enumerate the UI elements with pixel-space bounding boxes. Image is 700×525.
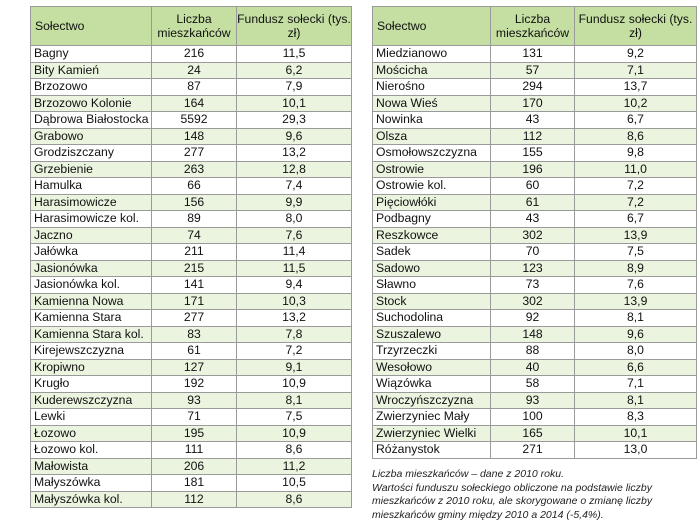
cell-fund: 10,1 (575, 425, 697, 442)
table-row (31, 112, 352, 129)
table-header-row (31, 7, 352, 46)
cell-solectwo: Kropiwno (31, 359, 152, 376)
cell-population: 294 (491, 79, 575, 96)
cell-solectwo: Jałówka (31, 244, 152, 261)
footnote-fund-calculation: Wartości funduszu sołeckiego obliczone na podstawie liczby mieszkańców z 2010 roku, ale skorygowane o zmianę liczby mieszkańców gminy między 2010 a 2014 (-5,4%). (372, 481, 653, 521)
cell-solectwo: Hamulka (31, 178, 152, 195)
cell-solectwo: Olsza (373, 128, 491, 145)
cell-population: 57 (491, 62, 575, 79)
cell-population: 88 (491, 343, 575, 360)
cell-fund: 13,7 (575, 79, 697, 96)
cell-fund: 8,0 (575, 343, 697, 360)
table-row (31, 46, 352, 63)
table-row (373, 145, 697, 162)
table-row (31, 244, 352, 261)
cell-solectwo: Zwierzyniec Wielki (373, 425, 491, 442)
cell-solectwo: Kamienna Stara kol. (31, 326, 152, 343)
cell-solectwo: Małowista (31, 458, 152, 475)
cell-fund: 7,2 (237, 343, 352, 360)
cell-solectwo: Harasimowicze (31, 194, 152, 211)
cell-fund: 10,9 (237, 376, 352, 393)
cell-population: 141 (152, 277, 237, 294)
table-row (373, 46, 697, 63)
cell-fund: 10,1 (237, 95, 352, 112)
cell-solectwo: Brzozowo (31, 79, 152, 96)
cell-solectwo: Kuderewszczyzna (31, 392, 152, 409)
table-row (31, 95, 352, 112)
table-row (373, 442, 697, 459)
cell-fund: 7,1 (575, 62, 697, 79)
cell-population: 112 (491, 128, 575, 145)
table-row (31, 458, 352, 475)
cell-fund: 7,5 (575, 244, 697, 261)
cell-solectwo: Nierośno (373, 79, 491, 96)
cell-population: 100 (491, 409, 575, 426)
cell-population: 40 (491, 359, 575, 376)
cell-population: 164 (152, 95, 237, 112)
cell-population: 195 (152, 425, 237, 442)
cell-population: 171 (152, 293, 237, 310)
cell-solectwo: Stock (373, 293, 491, 310)
cell-population: 89 (152, 211, 237, 228)
column-header-solectwo: Sołectwo (373, 7, 491, 46)
cell-population: 170 (491, 95, 575, 112)
cell-fund: 8,6 (237, 491, 352, 508)
cell-fund: 7,5 (237, 409, 352, 426)
table-row (373, 293, 697, 310)
cell-population: 127 (152, 359, 237, 376)
cell-fund: 7,8 (237, 326, 352, 343)
cell-fund: 11,4 (237, 244, 352, 261)
cell-population: 156 (152, 194, 237, 211)
table-row (373, 244, 697, 261)
cell-population: 192 (152, 376, 237, 393)
cell-population: 302 (491, 227, 575, 244)
cell-solectwo: Łozowo kol. (31, 442, 152, 459)
cell-population: 123 (491, 260, 575, 277)
cell-population: 111 (152, 442, 237, 459)
cell-solectwo: Mościcha (373, 62, 491, 79)
cell-fund: 10,2 (575, 95, 697, 112)
cell-solectwo: Nowinka (373, 112, 491, 129)
cell-population: 277 (152, 310, 237, 327)
table-row (373, 277, 697, 294)
cell-fund: 11,0 (575, 161, 697, 178)
cell-population: 74 (152, 227, 237, 244)
table-row (373, 178, 697, 195)
cell-solectwo: Kirejewszczyzna (31, 343, 152, 360)
cell-solectwo: Grabowo (31, 128, 152, 145)
table-row (31, 260, 352, 277)
cell-population: 215 (152, 260, 237, 277)
cell-fund: 8,1 (575, 310, 697, 327)
table-row (373, 310, 697, 327)
cell-population: 43 (491, 112, 575, 129)
cell-population: 196 (491, 161, 575, 178)
cell-population: 70 (491, 244, 575, 261)
table-row (31, 376, 352, 393)
cell-population: 206 (152, 458, 237, 475)
cell-population: 302 (491, 293, 575, 310)
table-row (373, 95, 697, 112)
cell-solectwo: Ostrowie (373, 161, 491, 178)
table-row (31, 161, 352, 178)
table-row (373, 161, 697, 178)
cell-population: 148 (491, 326, 575, 343)
cell-fund: 7,1 (575, 376, 697, 393)
cell-solectwo: Małyszówka (31, 475, 152, 492)
cell-population: 148 (152, 128, 237, 145)
cell-solectwo: Kamienna Stara (31, 310, 152, 327)
table-row (373, 194, 697, 211)
table-row (373, 359, 697, 376)
cell-population: 24 (152, 62, 237, 79)
cell-solectwo: Wroczyńszczyzna (373, 392, 491, 409)
cell-fund: 13,9 (575, 227, 697, 244)
cell-population: 66 (152, 178, 237, 195)
table-row (373, 211, 697, 228)
cell-fund: 6,7 (575, 211, 697, 228)
cell-solectwo: Osmołowszczyzna (373, 145, 491, 162)
cell-fund: 7,6 (575, 277, 697, 294)
cell-fund: 8,0 (237, 211, 352, 228)
cell-fund: 7,9 (237, 79, 352, 96)
table-row (31, 194, 352, 211)
cell-population: 60 (491, 178, 575, 195)
cell-population: 71 (152, 409, 237, 426)
cell-fund: 29,3 (237, 112, 352, 129)
table-row (31, 310, 352, 327)
cell-fund: 8,1 (237, 392, 352, 409)
cell-population: 271 (491, 442, 575, 459)
cell-fund: 13,0 (575, 442, 697, 459)
cell-fund: 11,5 (237, 260, 352, 277)
cell-solectwo: Krugło (31, 376, 152, 393)
cell-fund: 13,9 (575, 293, 697, 310)
cell-fund: 9,6 (575, 326, 697, 343)
cell-population: 112 (152, 491, 237, 508)
cell-fund: 7,2 (575, 194, 697, 211)
cell-solectwo: Sadek (373, 244, 491, 261)
cell-population: 263 (152, 161, 237, 178)
cell-population: 73 (491, 277, 575, 294)
table-row (31, 145, 352, 162)
cell-solectwo: Grzebienie (31, 161, 152, 178)
cell-solectwo: Jaczno (31, 227, 152, 244)
cell-solectwo: Kamienna Nowa (31, 293, 152, 310)
cell-solectwo: Ostrowie kol. (373, 178, 491, 195)
cell-population: 155 (491, 145, 575, 162)
table-body-right (373, 46, 697, 459)
column-header-solectwo: Sołectwo (31, 7, 152, 46)
table-row (31, 178, 352, 195)
cell-fund: 11,5 (237, 46, 352, 63)
table-row (373, 343, 697, 360)
column-header-fund: Fundusz sołecki (tys. zł) (237, 7, 352, 46)
cell-solectwo: Wesołowo (373, 359, 491, 376)
solectwa-table-left (30, 6, 352, 508)
table-row (31, 491, 352, 508)
cell-population: 58 (491, 376, 575, 393)
cell-fund: 7,6 (237, 227, 352, 244)
table-row (373, 260, 697, 277)
cell-population: 83 (152, 326, 237, 343)
table-row (31, 425, 352, 442)
cell-fund: 7,2 (575, 178, 697, 195)
cell-solectwo: Jasionówka (31, 260, 152, 277)
cell-population: 61 (152, 343, 237, 360)
table-row (31, 475, 352, 492)
table-row (31, 227, 352, 244)
table-row (373, 62, 697, 79)
table-row (373, 128, 697, 145)
table-row (31, 343, 352, 360)
table-row (373, 79, 697, 96)
table-row (31, 293, 352, 310)
table-row (31, 79, 352, 96)
cell-population: 61 (491, 194, 575, 211)
cell-solectwo: Trzyrzeczki (373, 343, 491, 360)
cell-fund: 9,1 (237, 359, 352, 376)
footnote-population-source: Liczba mieszkańców – dane z 2010 roku. (372, 468, 565, 480)
cell-solectwo: Sadowo (373, 260, 491, 277)
cell-population: 5592 (152, 112, 237, 129)
cell-solectwo: Jasionówka kol. (31, 277, 152, 294)
table-row (373, 425, 697, 442)
cell-fund: 13,2 (237, 145, 352, 162)
table-row (31, 211, 352, 228)
cell-fund: 11,2 (237, 458, 352, 475)
cell-population: 277 (152, 145, 237, 162)
cell-solectwo: Łozowo (31, 425, 152, 442)
cell-solectwo: Różanystok (373, 442, 491, 459)
column-header-population: Liczba mieszkańców (491, 7, 575, 46)
cell-fund: 8,6 (237, 442, 352, 459)
cell-solectwo: Zwierzyniec Mały (373, 409, 491, 426)
cell-fund: 9,6 (237, 128, 352, 145)
cell-fund: 8,9 (575, 260, 697, 277)
cell-population: 211 (152, 244, 237, 261)
table-row (373, 227, 697, 244)
cell-solectwo: Bagny (31, 46, 152, 63)
cell-solectwo: Grodziszczany (31, 145, 152, 162)
cell-solectwo: Wiązówka (373, 376, 491, 393)
cell-solectwo: Reszkowce (373, 227, 491, 244)
cell-solectwo: Lewki (31, 409, 152, 426)
cell-population: 165 (491, 425, 575, 442)
cell-fund: 7,4 (237, 178, 352, 195)
table-row (31, 277, 352, 294)
cell-solectwo: Dąbrowa Białostocka (31, 112, 152, 129)
table-row (373, 392, 697, 409)
cell-fund: 8,3 (575, 409, 697, 426)
cell-fund: 6,7 (575, 112, 697, 129)
table-row (373, 376, 697, 393)
cell-fund: 10,5 (237, 475, 352, 492)
cell-fund: 10,3 (237, 293, 352, 310)
table-row (31, 409, 352, 426)
cell-population: 87 (152, 79, 237, 96)
column-header-population: Liczba mieszkańców (152, 7, 237, 46)
cell-solectwo: Suchodolina (373, 310, 491, 327)
table-row (373, 409, 697, 426)
cell-fund: 10,9 (237, 425, 352, 442)
cell-fund: 9,9 (237, 194, 352, 211)
cell-fund: 6,6 (575, 359, 697, 376)
cell-population: 93 (152, 392, 237, 409)
table-row (31, 359, 352, 376)
cell-fund: 12,8 (237, 161, 352, 178)
table-body-left (31, 46, 352, 508)
table-row (373, 112, 697, 129)
table-row (31, 128, 352, 145)
table-row (31, 442, 352, 459)
cell-population: 93 (491, 392, 575, 409)
cell-fund: 9,2 (575, 46, 697, 63)
table-row (373, 326, 697, 343)
table-row (31, 326, 352, 343)
cell-fund: 6,2 (237, 62, 352, 79)
cell-solectwo: Harasimowicze kol. (31, 211, 152, 228)
cell-solectwo: Podbagny (373, 211, 491, 228)
cell-solectwo: Nowa Wieś (373, 95, 491, 112)
footnote (372, 468, 698, 522)
cell-fund: 9,8 (575, 145, 697, 162)
cell-fund: 8,6 (575, 128, 697, 145)
cell-fund: 13,2 (237, 310, 352, 327)
cell-population: 131 (491, 46, 575, 63)
cell-population: 43 (491, 211, 575, 228)
cell-population: 181 (152, 475, 237, 492)
cell-solectwo: Sławno (373, 277, 491, 294)
cell-solectwo: Brzozowo Kolonie (31, 95, 152, 112)
table-header-row (373, 7, 697, 46)
solectwa-table-right (372, 6, 697, 459)
cell-solectwo: Szuszalewo (373, 326, 491, 343)
cell-fund: 8,1 (575, 392, 697, 409)
cell-fund: 9,4 (237, 277, 352, 294)
cell-solectwo: Małyszówka kol. (31, 491, 152, 508)
table-row (31, 392, 352, 409)
cell-solectwo: Miedzianowo (373, 46, 491, 63)
cell-solectwo: Bity Kamień (31, 62, 152, 79)
cell-population: 92 (491, 310, 575, 327)
cell-solectwo: Pięciowłóki (373, 194, 491, 211)
cell-population: 216 (152, 46, 237, 63)
table-row (31, 62, 352, 79)
column-header-fund: Fundusz sołecki (tys. zł) (575, 7, 697, 46)
